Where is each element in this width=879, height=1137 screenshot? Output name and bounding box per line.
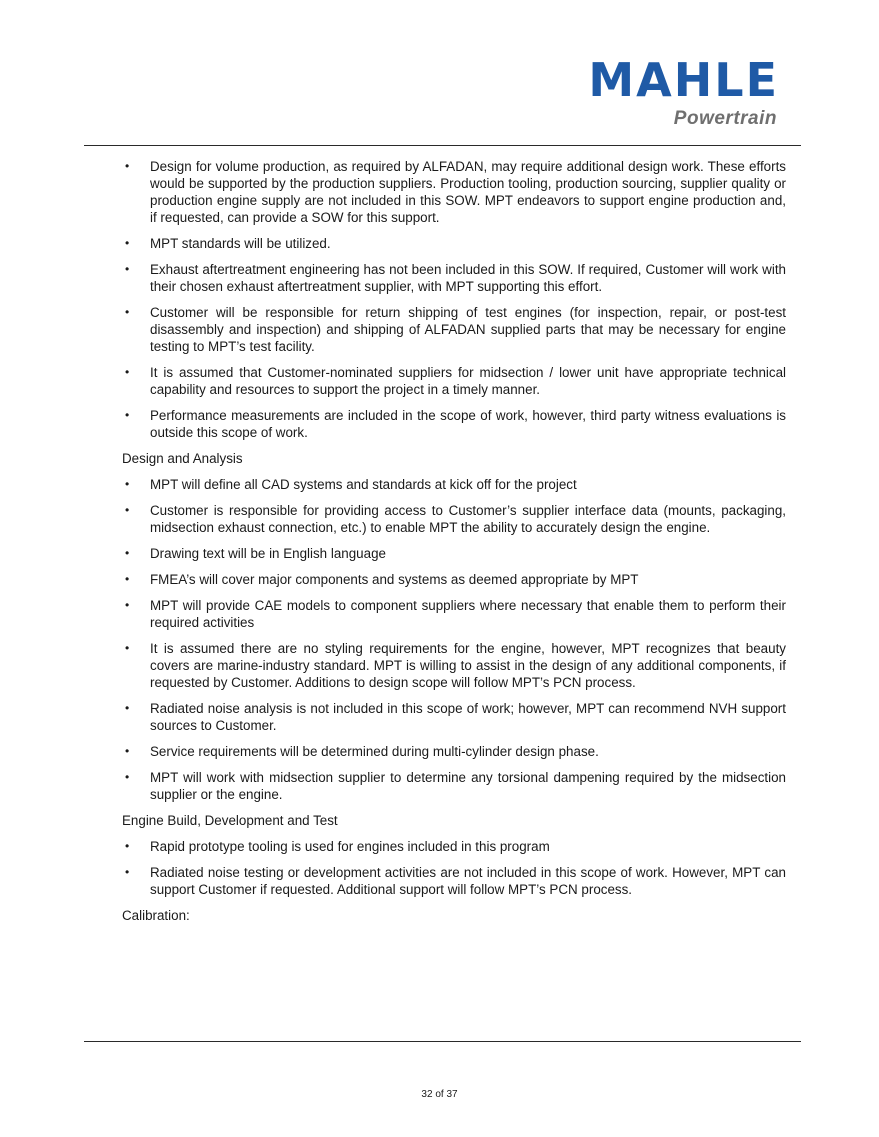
logo-wordmark: MAHLE bbox=[588, 53, 779, 107]
list-item bbox=[122, 158, 786, 226]
bullet-icon: • bbox=[125, 236, 130, 250]
list-item bbox=[122, 838, 786, 855]
bullet-list bbox=[122, 476, 786, 803]
bullet-icon: • bbox=[125, 546, 130, 560]
page-number: 32 of 37 bbox=[421, 1089, 458, 1100]
list-item bbox=[122, 769, 786, 803]
list-item-text: Performance measurements are included in the scope of work, however, third party witness evaluations is outside this scope of work. bbox=[150, 408, 786, 440]
logo-division: Powertrain bbox=[673, 108, 777, 129]
bullet-icon: • bbox=[125, 365, 130, 379]
bullet-icon: • bbox=[125, 865, 130, 879]
bullet-list bbox=[122, 158, 786, 441]
bullet-icon: • bbox=[125, 477, 130, 491]
list-item bbox=[122, 743, 786, 760]
header-divider bbox=[84, 145, 801, 146]
list-item-text: Customer will be responsible for return shipping of test engines (for inspection, repair, or post-test disassembly and inspection) and shipping of ALFADAN supplied parts that may be necessary for engine testing to MPT’s test facility. bbox=[150, 305, 786, 354]
document-body bbox=[122, 158, 786, 933]
list-item-text: Rapid prototype tooling is used for engines included in this program bbox=[150, 839, 550, 854]
bullet-icon: • bbox=[125, 598, 130, 612]
list-item bbox=[122, 864, 786, 898]
list-item-text: Exhaust aftertreatment engineering has not been included in this SOW. If required, Customer will work with their chosen exhaust aftertreatment supplier, with MPT supporting this effort. bbox=[150, 262, 786, 294]
bullet-icon: • bbox=[125, 408, 130, 422]
footer-divider bbox=[84, 1041, 801, 1042]
list-item bbox=[122, 407, 786, 441]
list-item bbox=[122, 476, 786, 493]
bullet-icon: • bbox=[125, 572, 130, 586]
list-item bbox=[122, 571, 786, 588]
list-item bbox=[122, 502, 786, 536]
list-item-text: It is assumed that Customer-nominated suppliers for midsection / lower unit have appropriate technical capability and resources to support the project in a timely manner. bbox=[150, 365, 786, 397]
list-item-text: Customer is responsible for providing access to Customer’s supplier interface data (mounts, packaging, midsection exhaust connection, etc.) to enable MPT the ability to accurately design the engine. bbox=[150, 503, 786, 535]
bullet-icon: • bbox=[125, 262, 130, 276]
bullet-icon: • bbox=[125, 701, 130, 715]
list-item-text: Service requirements will be determined during multi-cylinder design phase. bbox=[150, 744, 599, 759]
list-item bbox=[122, 364, 786, 398]
bullet-icon: • bbox=[125, 305, 130, 319]
list-item-text: Radiated noise testing or development activities are not included in this scope of work. However, MPT can support Customer if requested. Additional support will follow MPT’s PCN process. bbox=[150, 865, 786, 897]
mahle-logo bbox=[588, 54, 779, 130]
bullet-icon: • bbox=[125, 641, 130, 655]
list-item-text: It is assumed there are no styling requirements for the engine, however, MPT recognizes that beauty covers are marine-industry standard. MPT is willing to assist in the design of any additional components, if requested by Customer. Additions to design scope will follow MPT’s PCN process. bbox=[150, 641, 786, 690]
list-item bbox=[122, 261, 786, 295]
list-item bbox=[122, 597, 786, 631]
list-item-text: MPT will provide CAE models to component suppliers where necessary that enable them to perform their required activities bbox=[150, 598, 786, 630]
section-heading: Engine Build, Development and Test bbox=[122, 813, 338, 828]
section-heading: Calibration: bbox=[122, 908, 190, 923]
bullet-icon: • bbox=[125, 770, 130, 784]
section-heading: Design and Analysis bbox=[122, 451, 243, 466]
bullet-icon: • bbox=[125, 839, 130, 853]
bullet-icon: • bbox=[125, 159, 130, 173]
list-item-text: Drawing text will be in English language bbox=[150, 546, 386, 561]
list-item bbox=[122, 304, 786, 355]
list-item-text: FMEA’s will cover major components and systems as deemed appropriate by MPT bbox=[150, 572, 639, 587]
list-item-text: Radiated noise analysis is not included in this scope of work; however, MPT can recommend NVH support sources to Customer. bbox=[150, 701, 786, 733]
list-item-text: MPT will define all CAD systems and standards at kick off for the project bbox=[150, 477, 577, 492]
list-item bbox=[122, 235, 786, 252]
bullet-icon: • bbox=[125, 503, 130, 517]
list-item bbox=[122, 700, 786, 734]
list-item bbox=[122, 640, 786, 691]
list-item bbox=[122, 545, 786, 562]
bullet-icon: • bbox=[125, 744, 130, 758]
list-item-text: MPT will work with midsection supplier to determine any torsional dampening required by the midsection supplier or the engine. bbox=[150, 770, 786, 802]
bullet-list bbox=[122, 838, 786, 898]
list-item-text: Design for volume production, as required by ALFADAN, may require additional design work. These efforts would be supported by the production suppliers. Production tooling, production sourcing, supplier quality or production engine supply are not included in this SOW. MPT endeavors to support engine production and, if requested, can provide a SOW for this support. bbox=[150, 159, 786, 225]
list-item-text: MPT standards will be utilized. bbox=[150, 236, 331, 251]
